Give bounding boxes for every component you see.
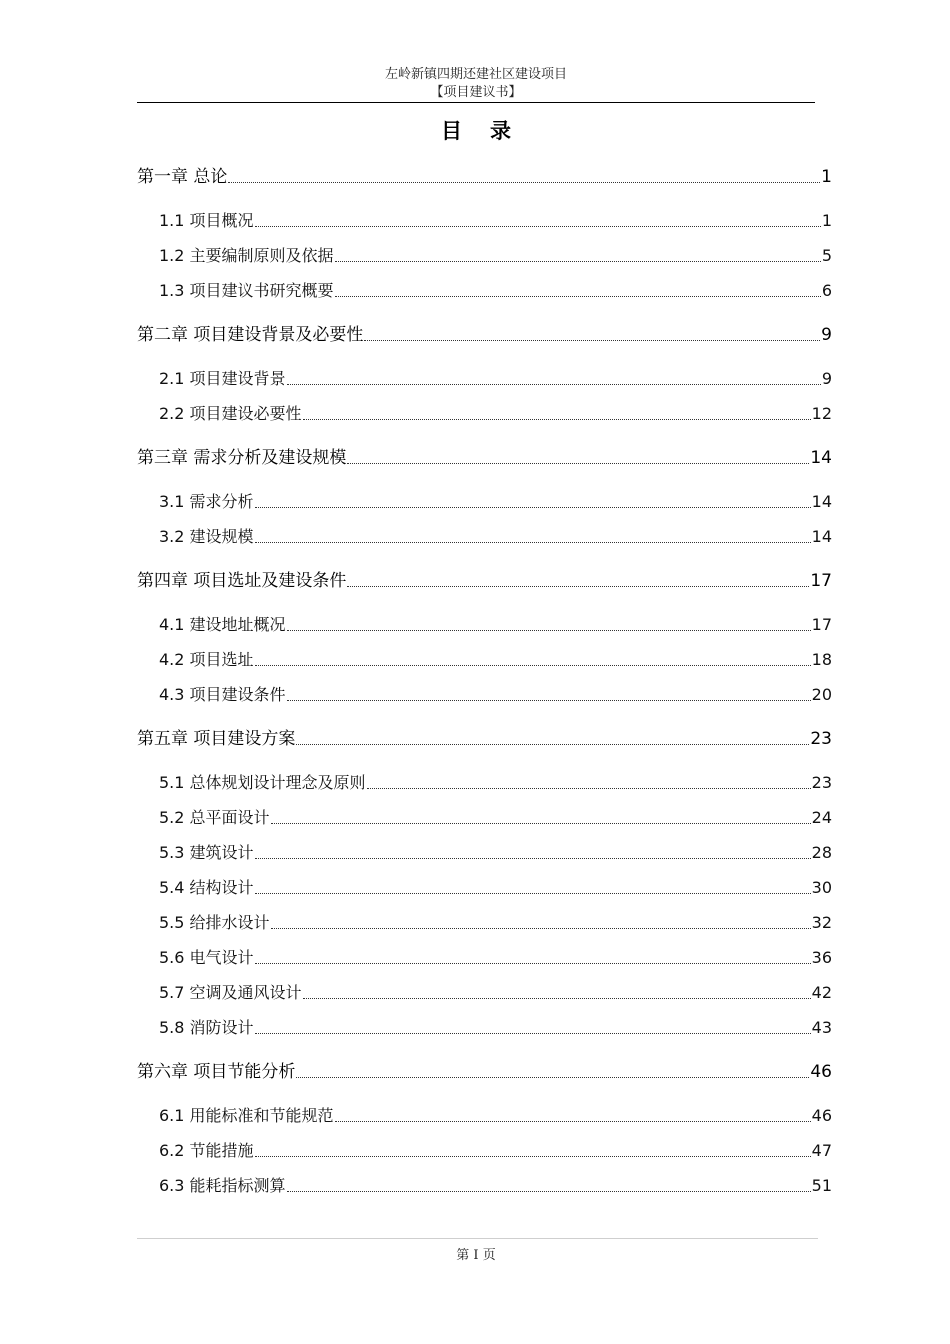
toc-leader-dots <box>255 541 811 543</box>
toc-entry-page: 46 <box>810 1062 832 1082</box>
toc-entry-label: 第四章 项目选址及建设条件 <box>137 571 347 591</box>
toc-title: 目录 <box>441 119 539 143</box>
toc-section-entry[interactable] <box>159 771 832 795</box>
toc-section-entry[interactable] <box>159 209 832 233</box>
header-document-type: 【项目建议书】 <box>430 85 522 100</box>
toc-entry-label: 5.7 空调及通风设计 <box>159 983 302 1002</box>
toc-leader-dots <box>303 997 811 999</box>
toc-entry-page: 1 <box>821 211 832 230</box>
toc-leader-dots <box>303 418 811 420</box>
toc-entry-label: 1.2 主要编制原则及依据 <box>159 246 334 265</box>
toc-entry-label: 4.1 建设地址概况 <box>159 615 286 634</box>
toc-entry-page: 36 <box>811 948 832 967</box>
toc-leader-dots <box>335 1120 811 1122</box>
toc-leader-dots <box>367 787 811 789</box>
toc-entry-label: 5.4 结构设计 <box>159 878 254 897</box>
toc-entry-label: 5.2 总平面设计 <box>159 808 270 827</box>
toc-section-entry[interactable] <box>159 1174 832 1198</box>
footer-rule <box>137 1238 818 1239</box>
toc-entry-label: 6.2 节能措施 <box>159 1141 254 1160</box>
toc-chapter-entry[interactable] <box>137 165 832 189</box>
toc-entry-label: 5.3 建筑设计 <box>159 843 254 862</box>
toc-chapter-entry[interactable] <box>137 1060 832 1084</box>
toc-leader-dots <box>255 892 811 894</box>
toc-entry-page: 43 <box>811 1018 832 1037</box>
toc-entry-page: 23 <box>811 773 832 792</box>
toc-chapter-entry[interactable] <box>137 446 832 470</box>
toc-leader-dots <box>255 664 811 666</box>
toc-entry-page: 17 <box>811 615 832 634</box>
header-project-name: 左岭新镇四期还建社区建设项目 <box>384 67 567 82</box>
toc-entry-label: 6.1 用能标准和节能规范 <box>159 1106 334 1125</box>
toc-entry-label: 第二章 项目建设背景及必要性 <box>137 325 364 345</box>
page-number: 第 I 页 <box>456 1248 496 1263</box>
toc-entry-page: 20 <box>811 685 832 704</box>
toc-entry-page: 32 <box>811 913 832 932</box>
toc-entry-page: 28 <box>811 843 832 862</box>
toc-chapter-entry[interactable] <box>137 569 832 593</box>
toc-leader-dots <box>296 743 809 745</box>
toc-entry-label: 第三章 需求分析及建设规模 <box>137 448 347 468</box>
toc-entry-label: 6.3 能耗指标测算 <box>159 1176 286 1195</box>
toc-chapter-entry[interactable] <box>137 727 832 751</box>
toc-entry-label: 5.5 给排水设计 <box>159 913 270 932</box>
toc-section-entry[interactable] <box>159 806 832 830</box>
toc-leader-dots <box>228 181 820 183</box>
toc-leader-dots <box>364 339 820 341</box>
toc-leader-dots <box>271 822 811 824</box>
toc-entry-page: 24 <box>811 808 832 827</box>
toc-entry-page: 46 <box>811 1106 832 1125</box>
toc-leader-dots <box>335 295 821 297</box>
toc-leader-dots <box>347 585 809 587</box>
toc-entry-page: 1 <box>821 167 832 187</box>
toc-section-entry[interactable] <box>159 683 832 707</box>
toc-section-entry[interactable] <box>159 244 832 268</box>
toc-leader-dots <box>287 1190 811 1192</box>
toc-chapter-entry[interactable] <box>137 323 832 347</box>
toc-leader-dots <box>255 1155 811 1157</box>
toc-entry-page: 14 <box>811 492 832 511</box>
toc-leader-dots <box>255 506 811 508</box>
toc-section-entry[interactable] <box>159 613 832 637</box>
toc-leader-dots <box>255 225 821 227</box>
toc-section-entry[interactable] <box>159 1016 832 1040</box>
toc-entry-page: 14 <box>811 527 832 546</box>
toc-entry-page: 17 <box>810 571 832 591</box>
toc-leader-dots <box>347 462 809 464</box>
toc-entry-label: 4.3 项目建设条件 <box>159 685 286 704</box>
toc-entry-page: 9 <box>821 369 832 388</box>
toc-entry-page: 12 <box>811 404 832 423</box>
toc-leader-dots <box>255 857 811 859</box>
toc-entry-page: 47 <box>811 1141 832 1160</box>
toc-leader-dots <box>287 383 821 385</box>
toc-leader-dots <box>296 1076 809 1078</box>
toc-entry-page: 6 <box>821 281 832 300</box>
toc-entry-label: 2.1 项目建设背景 <box>159 369 286 388</box>
toc-section-entry[interactable] <box>159 402 832 426</box>
toc-section-entry[interactable] <box>159 946 832 970</box>
toc-section-entry[interactable] <box>159 1139 832 1163</box>
toc-section-entry[interactable] <box>159 367 832 391</box>
toc-entry-label: 第六章 项目节能分析 <box>137 1062 296 1082</box>
toc-leader-dots <box>271 927 811 929</box>
toc-leader-dots <box>335 260 821 262</box>
toc-entry-label: 3.1 需求分析 <box>159 492 254 511</box>
toc-section-entry[interactable] <box>159 911 832 935</box>
toc-entry-label: 第一章 总论 <box>137 167 228 187</box>
toc-entry-label: 5.1 总体规划设计理念及原则 <box>159 773 366 792</box>
toc-entry-label: 3.2 建设规模 <box>159 527 254 546</box>
toc-section-entry[interactable] <box>159 1104 832 1128</box>
toc-section-entry[interactable] <box>159 981 832 1005</box>
toc-entry-page: 9 <box>821 325 832 345</box>
toc-entry-label: 5.8 消防设计 <box>159 1018 254 1037</box>
toc-entry-page: 14 <box>810 448 832 468</box>
toc-entry-page: 18 <box>811 650 832 669</box>
toc-entry-label: 1.1 项目概况 <box>159 211 254 230</box>
toc-entry-label: 1.3 项目建议书研究概要 <box>159 281 334 300</box>
toc-leader-dots <box>287 699 811 701</box>
toc-entry-page: 5 <box>821 246 832 265</box>
toc-section-entry[interactable] <box>159 279 832 303</box>
toc-section-entry[interactable] <box>159 525 832 549</box>
toc-section-entry[interactable] <box>159 876 832 900</box>
toc-entry-label: 5.6 电气设计 <box>159 948 254 967</box>
toc-section-entry[interactable] <box>159 841 832 865</box>
toc-entry-page: 30 <box>811 878 832 897</box>
toc-entry-page: 42 <box>811 983 832 1002</box>
toc-entry-label: 2.2 项目建设必要性 <box>159 404 302 423</box>
toc-entry-label: 4.2 项目选址 <box>159 650 254 669</box>
toc-leader-dots <box>287 629 811 631</box>
toc-leader-dots <box>255 1032 811 1034</box>
toc-entry-page: 51 <box>811 1176 832 1195</box>
toc-section-entry[interactable] <box>159 648 832 672</box>
toc-entry-label: 第五章 项目建设方案 <box>137 729 296 749</box>
toc-section-entry[interactable] <box>159 490 832 514</box>
toc-leader-dots <box>255 962 811 964</box>
toc-entry-page: 23 <box>810 729 832 749</box>
